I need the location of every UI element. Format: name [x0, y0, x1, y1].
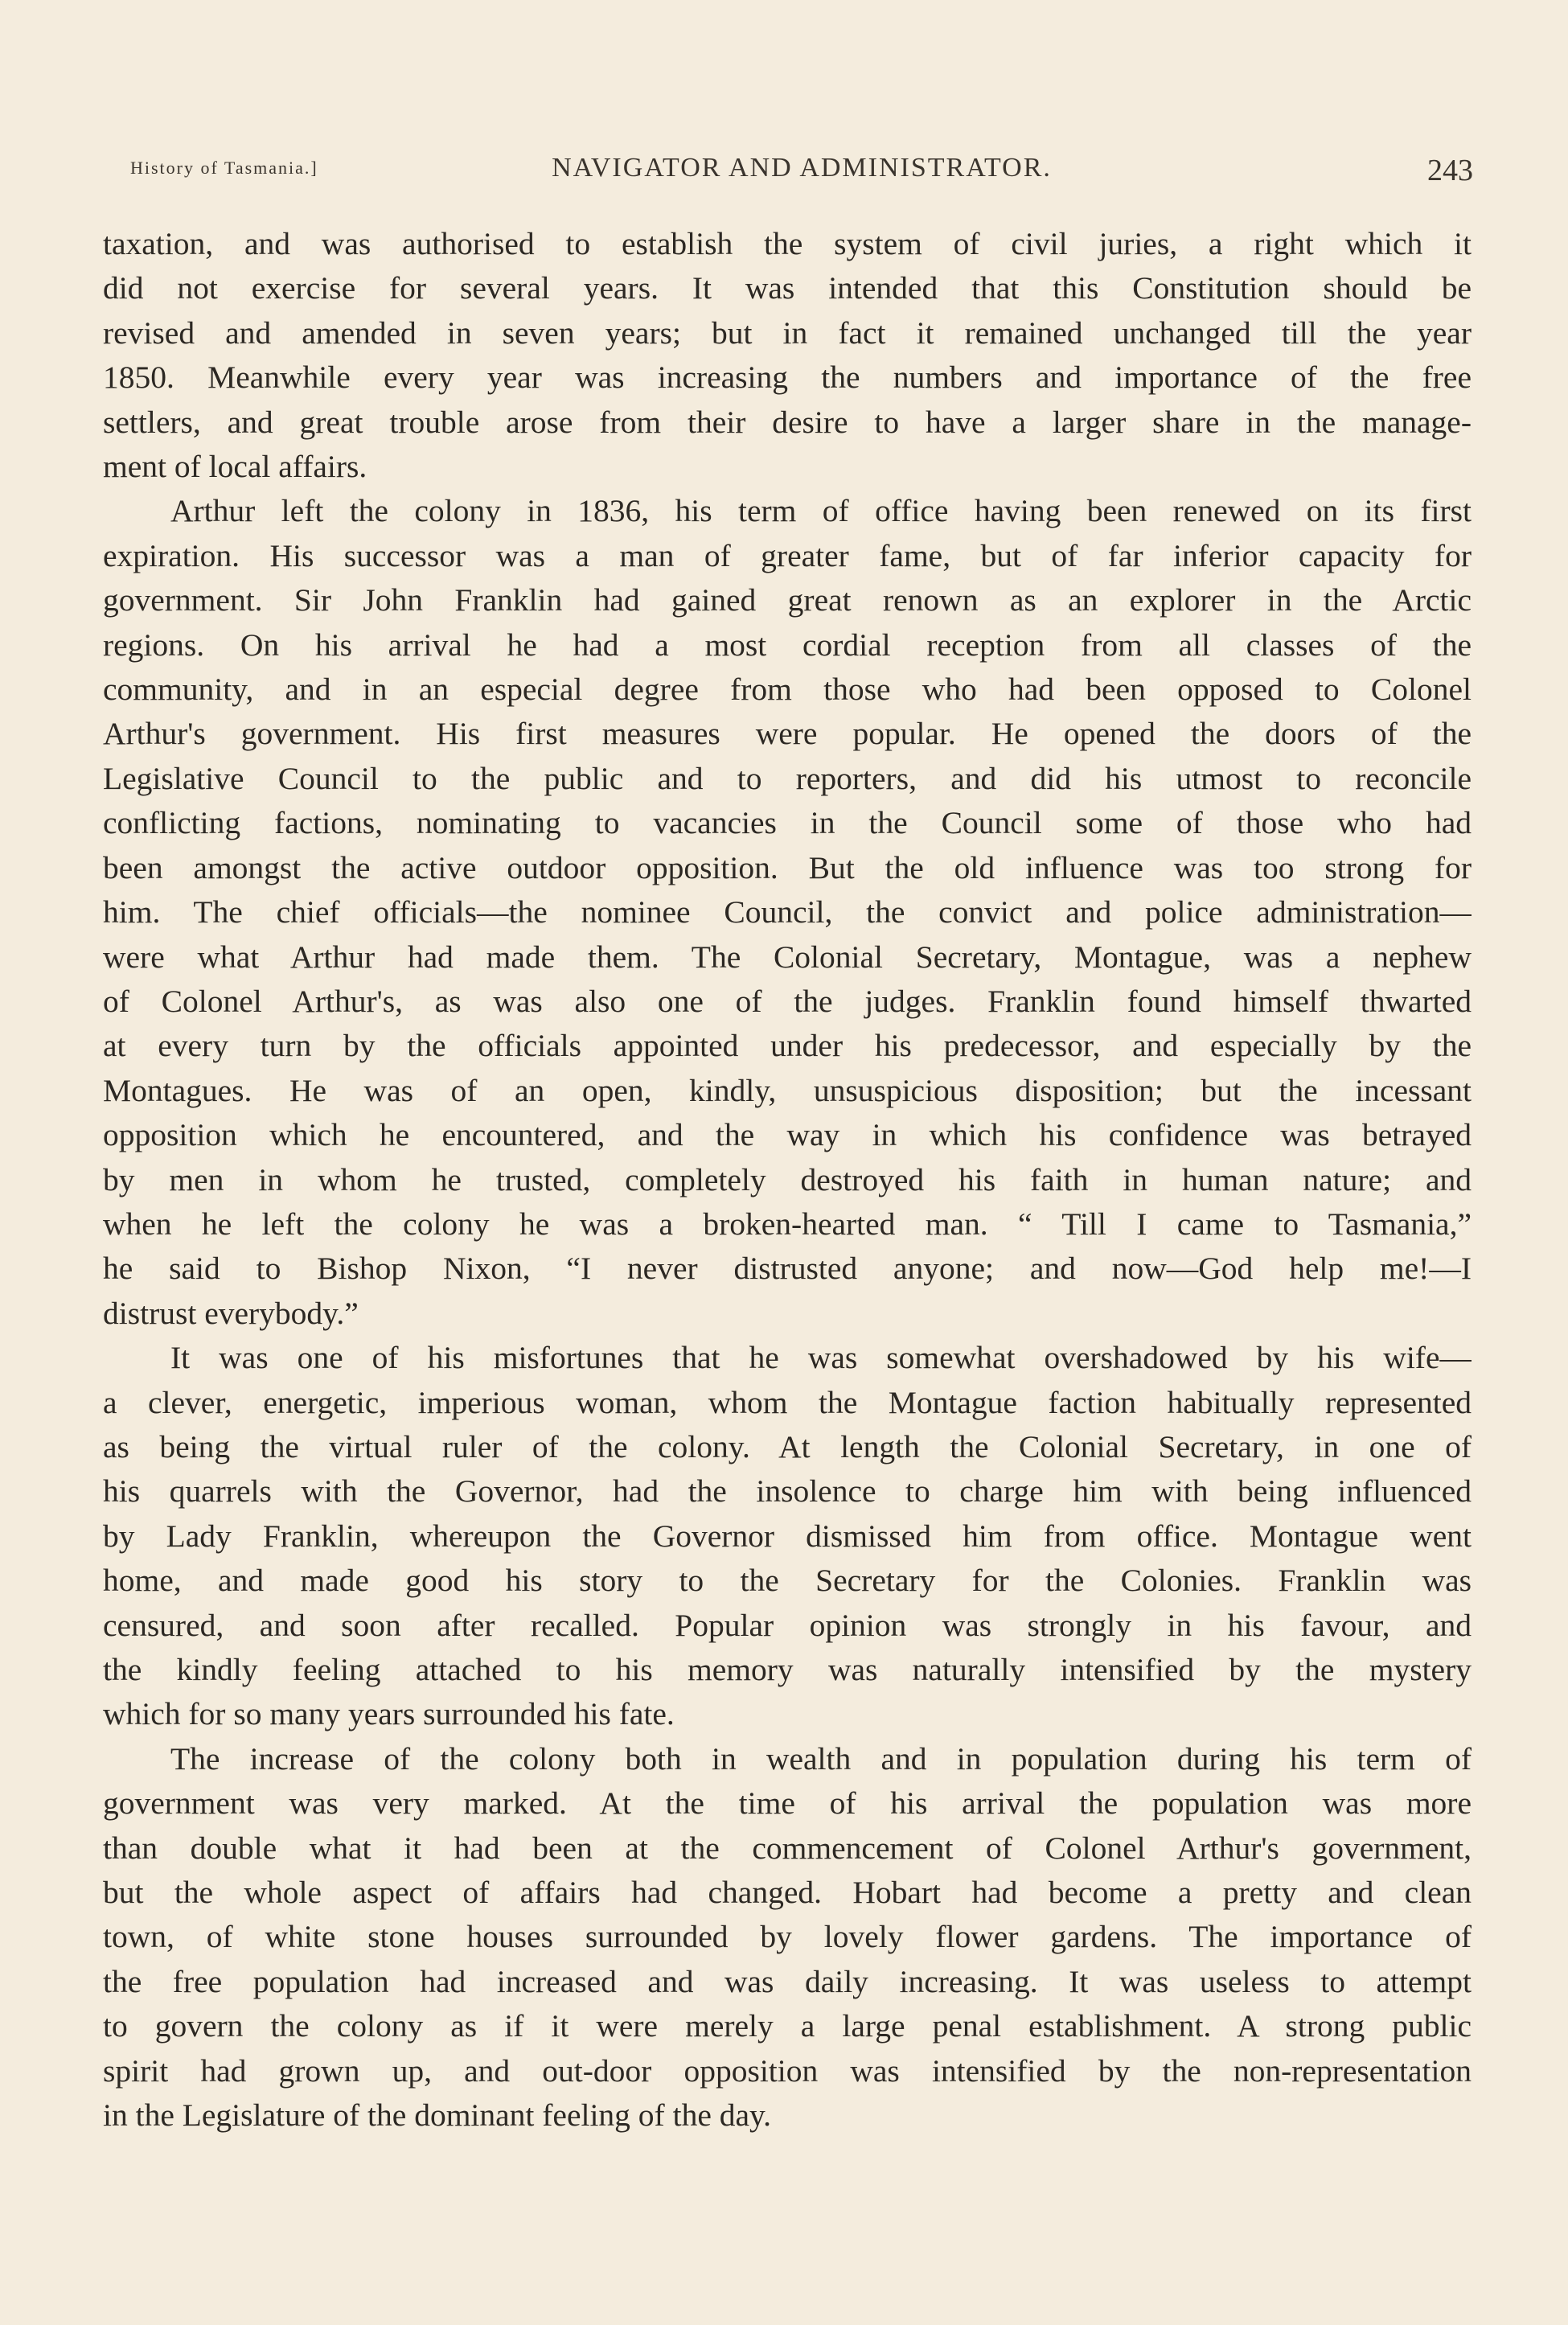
text-line: expiration. His successor was a man of greater fame, but of far inferior capacity for [103, 537, 1472, 573]
text-line: been amongst the active outdoor opposition. But the old influence was too strong for [103, 849, 1472, 885]
text-line: by Lady Franklin, whereupon the Governor dismissed him from office. Montague went [103, 1518, 1472, 1554]
text-line: which for so many years surrounded his fate. [103, 1696, 675, 1732]
paragraph [103, 222, 1472, 489]
text-line: but the whole aspect of affairs had changed. Hobart had become a pretty and clean [103, 1875, 1472, 1911]
text-line: than double what it had been at the commencement of Colonel Arthur's government, [103, 1830, 1472, 1866]
text-line: taxation, and was authorised to establish the system of civil juries, a right which it [103, 226, 1472, 261]
paragraph [103, 489, 1472, 1336]
running-head-chapter-title: NAVIGATOR AND ADMINISTRATOR. [552, 153, 1052, 183]
text-line: when he left the colony he was a broken-hearted man. “ Till I came to Tasmania,” [103, 1206, 1472, 1242]
text-line: the free population had increased and was daily increasing. It was useless to attempt [103, 1963, 1472, 1999]
text-line: him. The chief officials—the nominee Council, the convict and police administration— [103, 894, 1472, 930]
text-line: were what Arthur had made them. The Colonial Secretary, Montague, was a nephew [103, 939, 1472, 975]
text-line: town, of white stone houses surrounded by lovely flower gardens. The importance of [103, 1919, 1472, 1955]
text-line: 1850. Meanwhile every year was increasing the numbers and importance of the free [103, 359, 1472, 396]
running-head-book-title: History of Tasmania.] [130, 158, 318, 178]
text-line: censured, and soon after recalled. Popular opinion was strongly in his favour, and [103, 1607, 1472, 1643]
text-line: It was one of his misfortunes that he was somewhat overshadowed by his wife— [170, 1340, 1472, 1376]
running-head [130, 153, 1473, 193]
text-line: home, and made good his story to the Secretary for the Colonies. Franklin was [103, 1563, 1472, 1599]
text-line: The increase of the colony both in wealth and in population during his term of [170, 1740, 1472, 1777]
body-text [103, 222, 1472, 2138]
text-line: did not exercise for several years. It was intended that this Constitution should be [103, 270, 1472, 306]
page-number: 243 [1427, 154, 1473, 187]
text-line: at every turn by the officials appointed under his predecessor, and especially by the [103, 1028, 1472, 1064]
text-line: in the Legislature of the dominant feeling of the day. [103, 2097, 772, 2134]
text-line: government. Sir John Franklin had gained great renown as an explorer in the Arctic [103, 582, 1472, 618]
text-line: regions. On his arrival he had a most cordial reception from all classes of the [103, 626, 1472, 663]
text-line: government was very marked. At the time of his arrival the population was more [103, 1785, 1472, 1822]
text-line: community, and in an especial degree from those who had been opposed to Colonel [103, 672, 1472, 708]
text-line: ment of local affairs. [103, 449, 367, 485]
text-line: revised and amended in seven years; but in fact it remained unchanged till the year [103, 314, 1472, 351]
text-line: a clever, energetic, imperious woman, whom the Montague faction habitually represented [103, 1384, 1472, 1420]
text-line: opposition which he encountered, and the way in which his confidence was betrayed [103, 1117, 1472, 1153]
text-line: Arthur's government. His first measures were popular. He opened the doors of the [103, 716, 1472, 752]
text-line: his quarrels with the Governor, had the insolence to charge him with being influenced [103, 1473, 1472, 1510]
text-line: Montagues. He was of an open, kindly, unsuspicious disposition; but the incessant [103, 1072, 1472, 1108]
text-line: settlers, and great trouble arose from their desire to have a larger share in the manage- [103, 404, 1472, 440]
text-line: distrust everybody.” [103, 1295, 359, 1331]
text-line: he said to Bishop Nixon, “I never distrusted anyone; and now—God help me!—I [103, 1251, 1472, 1287]
paragraph [103, 1336, 1472, 1737]
paragraph [103, 1737, 1472, 2138]
text-line: spirit had grown up, and out-door opposition was intensified by the non-representation [103, 2052, 1472, 2089]
text-line: Legislative Council to the public and to reporters, and did his utmost to reconcile [103, 760, 1472, 796]
text-line: the kindly feeling attached to his memory was naturally intensified by the mystery [103, 1652, 1472, 1687]
text-line: to govern the colony as if it were merely a large penal establishment. A strong public [103, 2008, 1472, 2044]
text-line: as being the virtual ruler of the colony. At length the Colonial Secretary, in one of [103, 1428, 1472, 1464]
text-line: by men in whom he trusted, completely destroyed his faith in human nature; and [103, 1161, 1472, 1197]
text-line: of Colonel Arthur's, as was also one of the judges. Franklin found himself thwarted [103, 983, 1472, 1019]
text-line: Arthur left the colony in 1836, his term of office having been renewed on its first [170, 493, 1472, 529]
text-line: conflicting factions, nominating to vacancies in the Council some of those who had [103, 805, 1472, 841]
